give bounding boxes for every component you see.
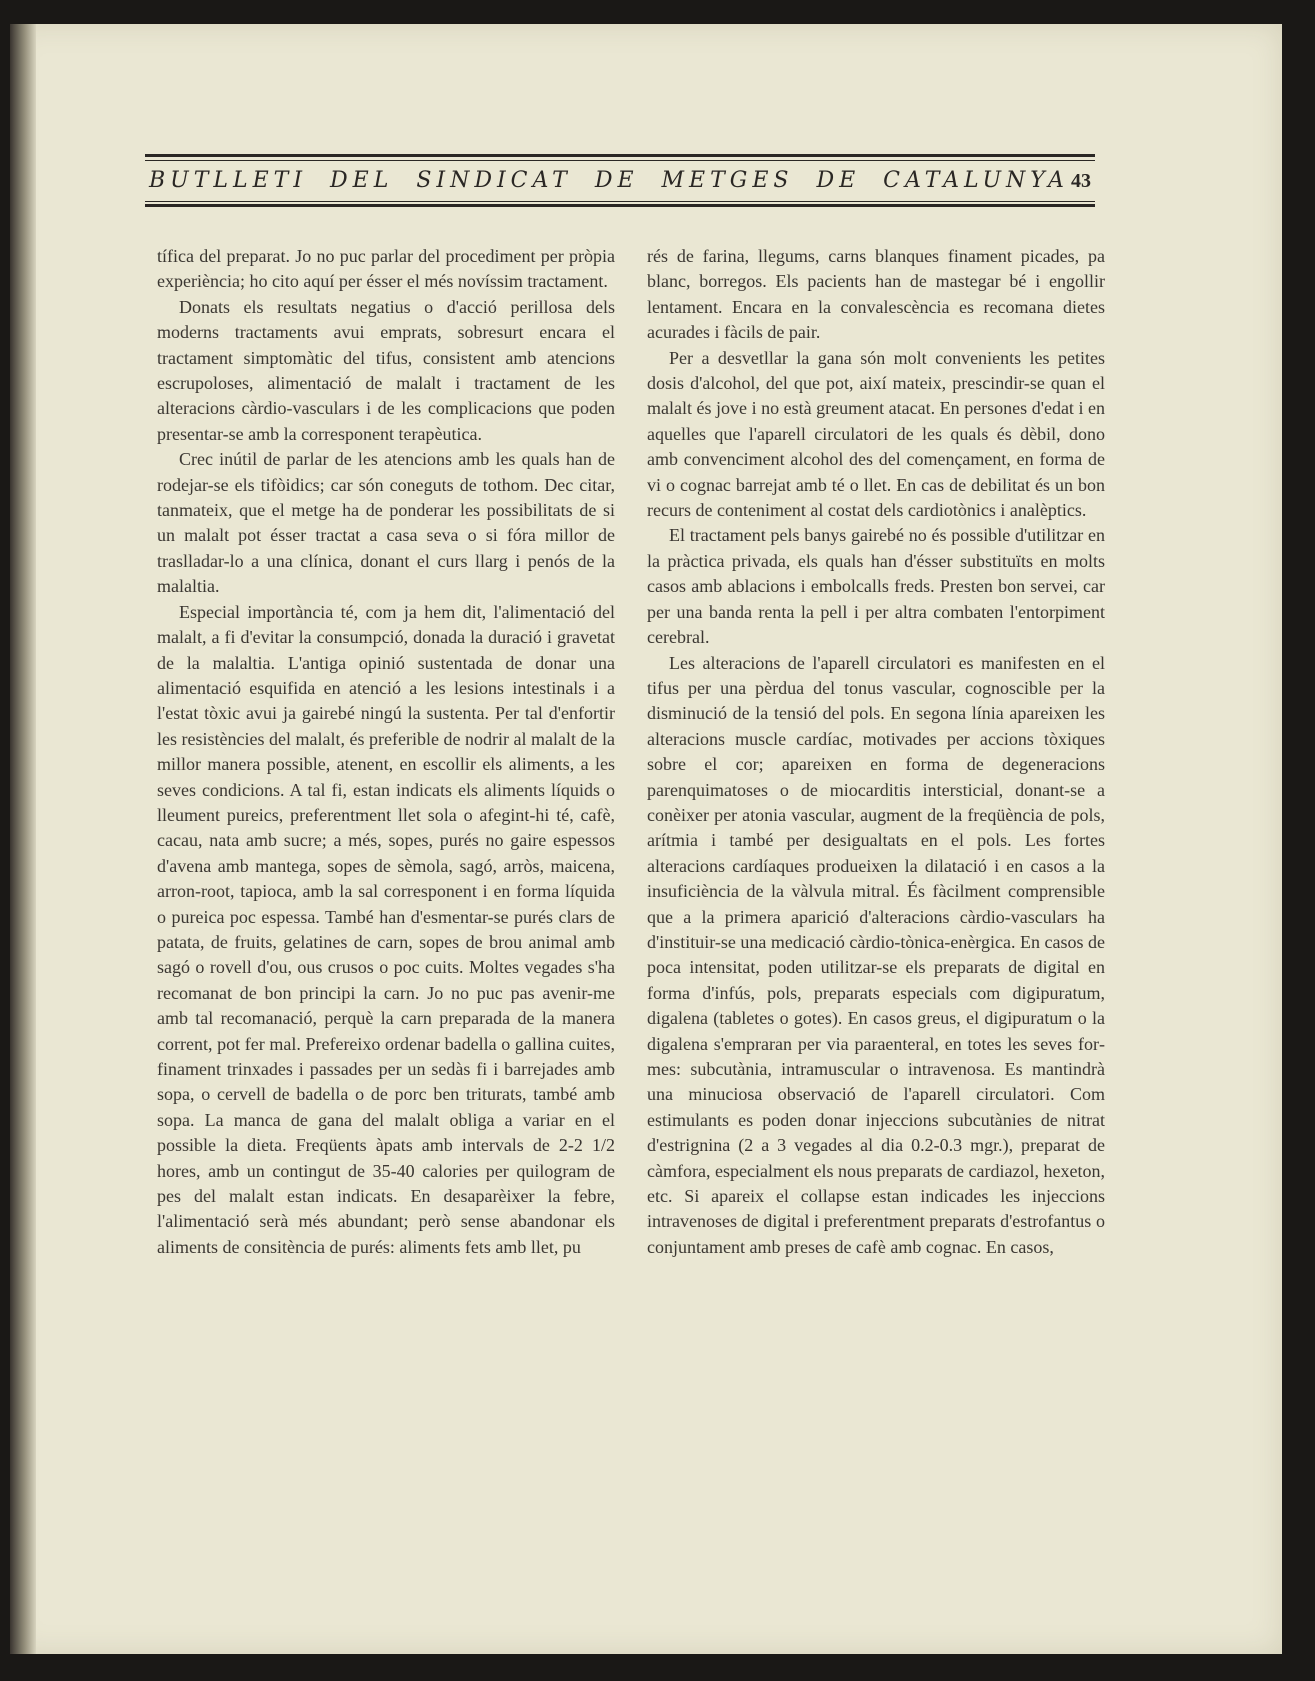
header-word: BUTLLETI <box>149 168 308 193</box>
header-rule <box>145 201 1095 202</box>
page-number: 43 <box>1071 170 1091 192</box>
header-rule <box>145 204 1095 207</box>
left-column <box>157 244 615 1260</box>
paragraph: rés de farina, llegums, carns blanques finament picades, pa blanc, borregos. Els pacients han de mastegar bé i engollir lentament. Encara en la convalescència es recomana dietes acurades i fàcils de pair. <box>647 246 1105 343</box>
paragraph: Per a desvetllar la gana són molt convenients les petites dosis d'alcohol, del que pot, així mateix, prescindir-se quan el malalt és jove i no està greument atacat. En persones d'edat i en aquelles que l'aparell circulatori de les quals és dèbil, dono amb convenciment alcohol des del començament, en forma de vi o cognac barrejat amb té o llet. En cas de debilitat és un bon recurs de conteniment al costat dels cardiotònics i analèptics. <box>647 347 1105 521</box>
header-word: DE <box>816 168 861 193</box>
journal-title <box>149 168 1069 193</box>
paragraph: Crec inútil de parlar de les atencions amb les quals han de rodejar-se els tifòidics; car són coneguts de tothom. Dec citar, tanmateix, que el metge ha de ponderar les possibilitats de si un malalt pot ésser tractat a casa seva o si fóra millor de traslladar-lo a una clínica, donant el curs llarg i penós de la malaltia. <box>157 449 615 597</box>
header-rule <box>145 160 1095 161</box>
header-word: DE <box>594 168 639 193</box>
header-word: DEL <box>330 168 394 193</box>
header-word: CATALUNYA <box>883 168 1069 193</box>
binding-edge <box>10 24 36 1654</box>
paragraph: Les alteracions de l'aparell circulatori es manifesten en el tifus per una pèrdua del tonus vascular, cognoscible per la disminució de la tensió del pols. En segona línia apareixen les alteracions muscle cardíac, motivades per accions tòxiques sobre el cor; apareixen en forma de degeneracions parenquimatoses o de miocarditis intersticial, donant-se a conèixer per atonia vascular, augment de la freqüència de pols, arítmia i també per desigualtats en el pols. Les fortes alteracions cardíaques produeixen la dilatació i en casos a la insuficiència de la vàlvula mitral. És fàcilment comprensible que a la primera aparició d'alteracions càrdio-vasculars ha d'instituir-se una medicació càrdio-tònica-enèrgica. En casos de poca intensitat, poden utilitzar-se els preparats de digital en forma d'infús, pols, preparats especials com digipuratum, digalena (tabletes o gotes). En casos greus, el digipuratum o la digalena s'empraran per via paraenteral, en totes les seves formes: subcutània, intramuscular o intravenosa. Es mantindrà una minuciosa observació de l'aparell circulatori. Com estimulants es poden donar injeccions subcutànies de nitrat d'estrignina (2 a 3 vegades al dia 0.2-0.3 mgr.), preparat de càmfora, especialment els nous preparats de cardiazol, hexeton, etc. Si apareix el collapse estan indicades les injeccions intravenoses de digital i preferentment preparats d'estrofantus o conjuntament amb preses de cafè amb cognac. En casos, <box>647 652 1105 1257</box>
book-page <box>10 24 1282 1654</box>
paragraph: tífica del preparat. Jo no puc parlar del procediment per pròpia experiència; ho cito aquí per ésser el més novíssim tractament. <box>157 246 615 292</box>
header-word: SINDICAT <box>416 168 572 193</box>
running-header <box>145 132 1095 212</box>
header-word: METGES <box>661 168 794 193</box>
header-rule <box>145 154 1095 157</box>
paragraph: Donats els resultats negatius o d'acció perillosa dels moderns tractaments avui emprats, sobresurt encara el tractament simptomàtic del tifus, consistent amb atencions escrupoloses, alimentació de malalt i tractament de les alteracions càrdio-vasculars i de les complicacions que poden presentar-se amb la corresponent terapèutica. <box>157 296 615 444</box>
right-column <box>647 244 1105 1260</box>
paragraph: El tractament pels banys gairebé no és possible d'utilitzar en la pràctica privada, els quals han d'ésser substituïts en molts casos amb ablacions i embolcalls freds. Presten bon servei, car per una banda renta la pell i per altra combaten l'entorpiment cerebral. <box>647 525 1105 648</box>
paragraph: Especial importància té, com ja hem dit, l'alimentació del malalt, a fi d'evitar la consumpció, donada la duració i gravetat de la malaltia. L'antiga opinió sustentada de donar una alimentació esquifida en atenció a les lesions intestinals i a l'estat tòxic avui ja gairebé ningú la sustenta. Per tal d'enfortir les resistències del malalt, és preferible de nodrir al malalt de la millor manera possible, atenent, en escollir els aliments, a les seves condicions. A tal fi, estan indicats els aliments líquids o lleument pureics, preferentment llet sola o afegint-hi té, cafè, cacau, nata amb sucre; a més, sopes, purés no gaire espessos d'avena amb mantega, sopes de sèmola, sagó, arròs, maicena, arron-root, tapioca, amb la sal corresponent i en forma líquida o pureica poc espessa. També han d'esmentar-se purés clars de patata, de fruits, gelatines de carn, sopes de brou animal amb sagó o rovell d'ou, ous crusos o poc cuits. Moltes vegades s'ha recomanat de bon principi la carn. Jo no puc pas avenir-me amb tal recomanació, perquè la carn preparada de la manera corrent, pot fer mal. Prefereixo ordenar badella o gallina cuites, finament trinxades i passades per un sedàs fi i barrejades amb sopa, o cervell de badella o de porc ben triturats, també amb sopa. La manca de gana del malalt obliga a variar en el possible la dieta. Freqüents àpats amb intervals de 2-2 1/2 hores, amb un contingut de 35-40 calories per quilogram de pes del malalt estan indicats. En desaparèixer la febre, l'alimentació serà més abundant; però sense abandonar els aliments de consitència de purés: aliments fets amb llet, pu <box>157 601 615 1257</box>
